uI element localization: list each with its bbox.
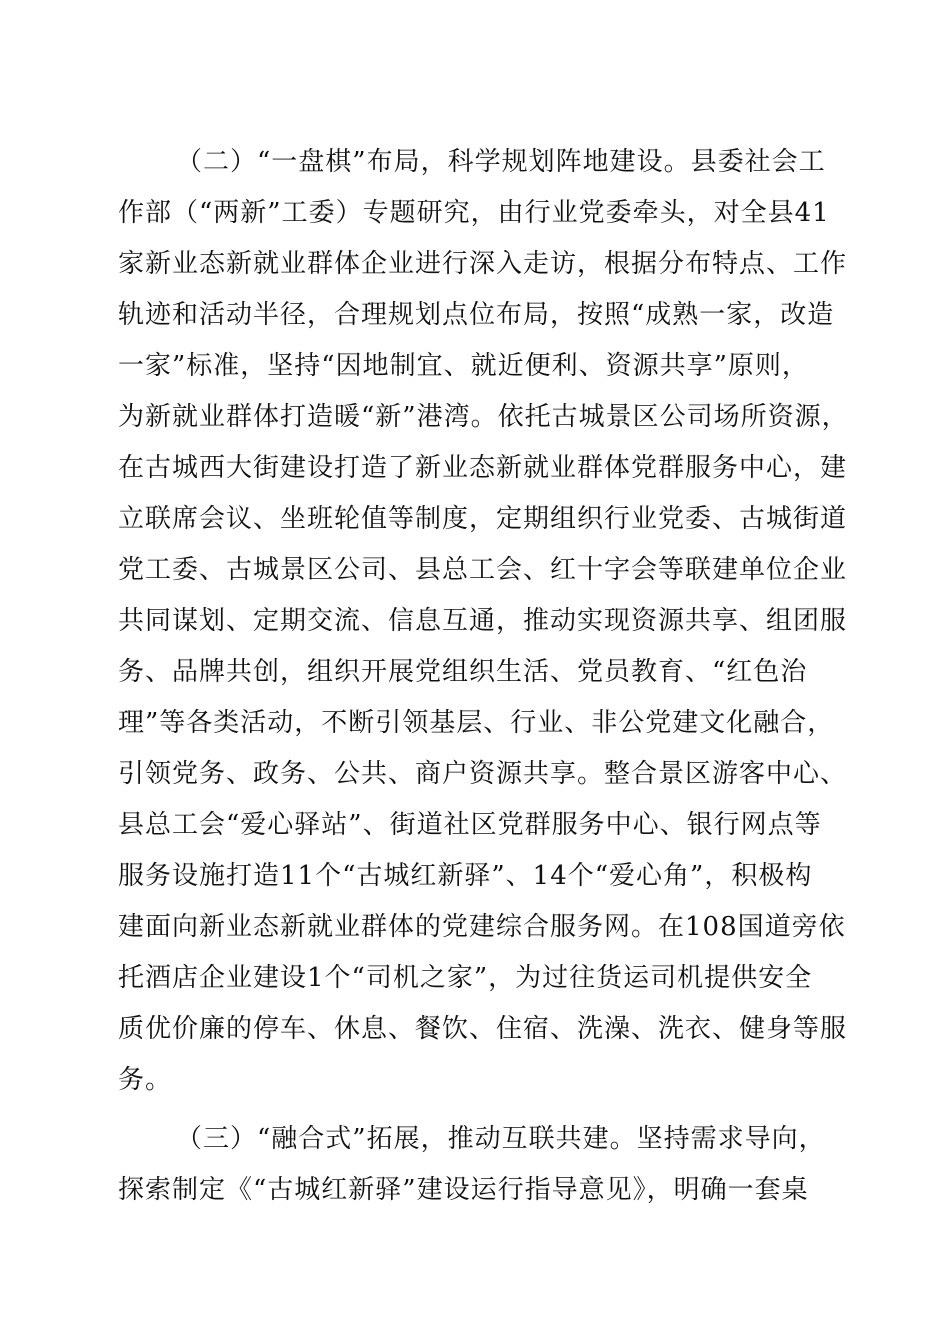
paragraph-2-line-14: 县总工会“爱心驿站”、街道社区党群服务中心、银行网点等	[118, 810, 822, 840]
paragraph-2-line-9: 党工委、古城景区公司、县总工会、红十字会等联建单位企业	[118, 555, 848, 585]
paragraph-2-line-5: 一家”标准，坚持“因地制宜、就近便利、资源共享”原则，	[118, 351, 809, 381]
paragraph-2-line-11: 务、品牌共创，组织开展党组织生活、党员教育、“红色治	[118, 657, 808, 687]
paragraph-2-line-1: （二）“一盘棋”布局，科学规划阵地建设。县委社会工	[176, 147, 826, 177]
paragraph-2-line-12: 理”等各类活动，不断引领基层、行业、非公党建文化融合，	[118, 708, 835, 738]
paragraph-2-line-10: 共同谋划、定期交流、信息互通，推动实现资源共享、组团服	[118, 606, 848, 636]
paragraph-2-line-7: 在古城西大街建设打造了新业态新就业群体党群服务中心，建	[118, 453, 848, 483]
paragraph-2-line-4: 轨迹和活动半径，合理规划点位布局，按照“成熟一家，改造	[118, 300, 835, 330]
paragraph-2-line-13: 引领党务、政务、公共、商户资源共享。整合景区游客中心、	[118, 759, 848, 789]
paragraph-2-line-6: 为新就业群体打造暖“新”港湾。依托古城景区公司场所资源，	[118, 402, 849, 432]
paragraph-3-line-1: （三）“融合式”拓展，推动互联共建。坚持需求导向，	[176, 1124, 826, 1154]
paragraph-2-line-17: 托酒店企业建设1个“司机之家”，为过往货运司机提供安全	[118, 963, 813, 993]
paragraph-2-line-8: 立联席会议、坐班轮值等制度，定期组织行业党委、古城街道	[118, 504, 848, 534]
paragraph-3-line-2: 探索制定《“古城红新驿”建设运行指导意见》，明确一套桌	[118, 1175, 809, 1205]
paragraph-2-line-15: 服务设施打造11个“古城红新驿”、14个“爱心角”，积极构	[118, 861, 813, 891]
paragraph-2-line-18: 质优价廉的停车、休息、餐饮、住宿、洗澡、洗衣、健身等服	[118, 1014, 848, 1044]
paragraph-2-line-3: 家新业态新就业群体企业进行深入走访，根据分布特点、工作	[118, 249, 848, 279]
paragraph-2-line-19: 务。	[118, 1065, 173, 1095]
paragraph-2-line-16: 建面向新业态新就业群体的党建综合服务网。在108国道旁依	[118, 912, 846, 942]
paragraph-2-line-2: 作部（“两新”工委）专题研究，由行业党委牵头，对全县41	[118, 198, 830, 228]
